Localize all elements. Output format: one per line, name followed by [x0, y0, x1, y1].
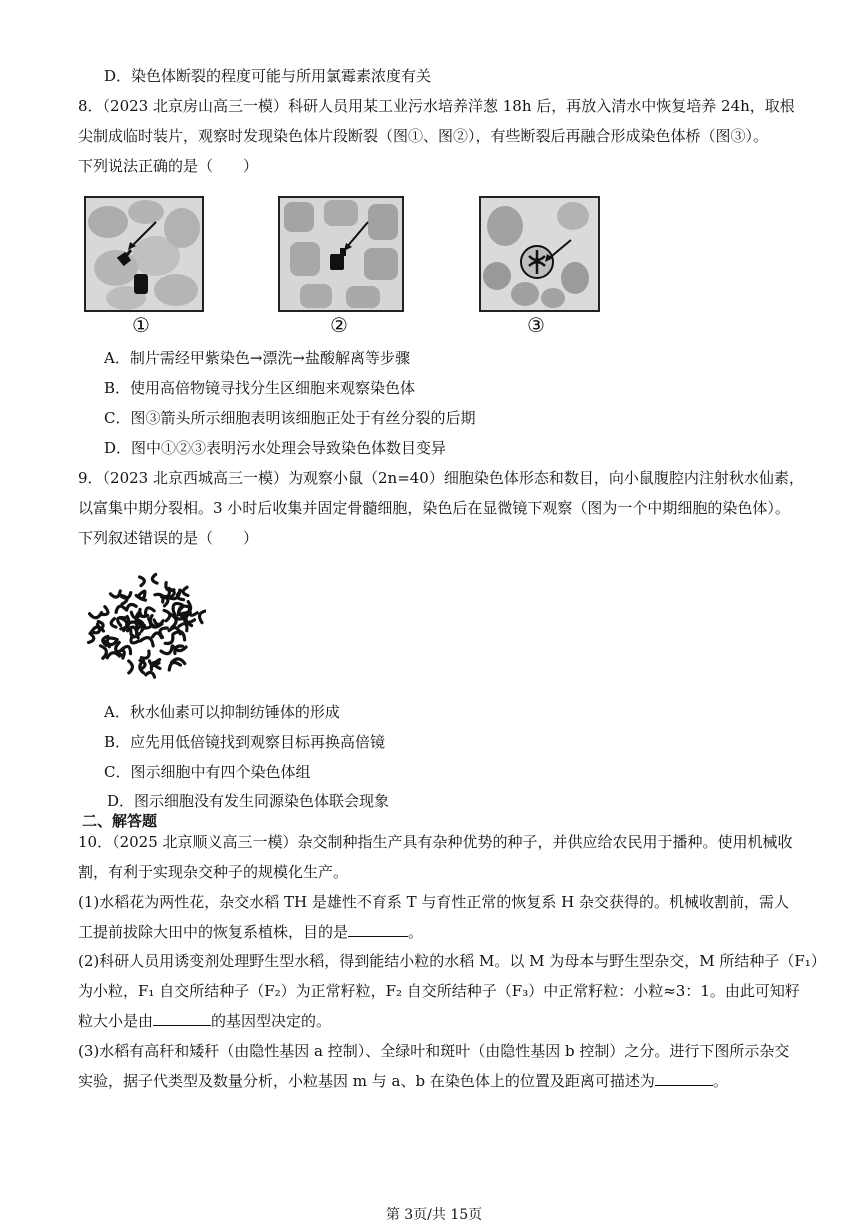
q7-option-d: D．染色体断裂的程度可能与所用氯霉素浓度有关 [104, 67, 432, 85]
q10-part2-text-b: 的基因型决定的。 [211, 1012, 332, 1030]
q9-option-a: A．秋水仙素可以抑制纺锤体的形成 [104, 703, 340, 721]
q8-stem-line1: 8．（2023 北京房山高三一模）科研人员用某工业污水培养洋葱 18h 后，再放入清水中恢复培养 24h，取根 [78, 97, 795, 115]
figure-label-2: ② [330, 313, 348, 337]
chromosome-shape [89, 634, 108, 646]
answer-blank-1[interactable] [348, 922, 408, 937]
section-title: 二、解答题 [82, 812, 158, 830]
q10-part2-line2: 为小粒，F₁ 自交所结种子（F₂）为正常籽粒，F₂ 自交所结种子（F₃）中正常籽粒：小粒≈3：1。由此可知籽 [78, 982, 800, 1000]
page-footer: 第 3页/共 15页 [385, 1207, 483, 1223]
q10-part3-text-b: 。 [712, 1072, 728, 1090]
chromosome-spread-figure [86, 560, 206, 685]
q9-stem-line1: 9．（2023 北京西城高三一模）为观察小鼠（2n=40）细胞染色体形态和数目，向小鼠腹腔内注射秋水仙素， [78, 469, 804, 487]
answer-blank-2[interactable] [153, 1011, 211, 1026]
q8-option-d: D．图中①②③表明污水处理会导致染色体数目变异 [104, 439, 447, 457]
q10-stem-line1: 10．（2025 北京顺义高三一模）杂交制种指生产具有杂种优势的种子，并供应给农民用于播种。使用机械收 [78, 833, 793, 851]
q8-option-a: A．制片需经甲紫染色→漂洗→盐酸解离等步骤 [104, 349, 410, 367]
q10-part1-line1: (1)水稻花为两性花，杂交水稻 TH 是雄性不育系 T 与育性正常的恢复系 H 杂交获得的。机械收割前，需人 [78, 893, 790, 911]
micrograph-figure-3 [479, 196, 600, 312]
q9-option-c: C．图示细胞中有四个染色体组 [104, 763, 311, 781]
q10-part3-line2 [78, 1071, 728, 1091]
q10-part1-text-b: 。 [408, 923, 424, 941]
q10-part2-line3 [78, 1011, 331, 1031]
q10-part3-text-a: 实验，据子代类型及数量分析，小粒基因 m 与 a、b 在染色体上的位置及距离可描述为 [78, 1072, 655, 1090]
q8-option-c: C．图③箭头所示细胞表明该细胞正处于有丝分裂的后期 [104, 409, 476, 427]
q10-part3-line1: (3)水稻有高秆和矮秆（由隐性基因 a 控制）、全绿叶和斑叶（由隐性基因 b 控制）之分。进行下图所示杂交 [78, 1042, 790, 1060]
q10-stem-line2: 割，有利于实现杂交种子的规模化生产。 [78, 863, 349, 881]
micrograph-figure-1 [84, 196, 204, 312]
q9-stem-line2: 以富集中期分裂相。3 小时后收集并固定骨髓细胞，染色后在显微镜下观察（图为一个中期细胞的染色体）。 [78, 499, 790, 517]
q8-stem-line2: 尖制成临时装片，观察时发现染色体片段断裂（图①、图②），有些断裂后再融合形成染色体桥（图③）。 [78, 127, 769, 145]
q10-part1-line2 [78, 922, 423, 942]
chromosome-shape [140, 574, 157, 585]
q10-part2-line1: (2)科研人员用诱变剂处理野生型水稻，得到能结小粒的水稻 M。以 M 为母本与野生型杂交，M 所结种子（F₁） [78, 952, 826, 970]
answer-blank-3[interactable] [655, 1071, 713, 1086]
q9-option-d: D．图示细胞没有发生同源染色体联会现象 [107, 792, 390, 810]
q10-part1-text-a: 工提前拔除大田中的恢复系植株，目的是 [78, 923, 349, 941]
micrograph-figure-2 [278, 196, 404, 312]
q9-option-b: B．应先用低倍镜找到观察目标再换高倍镜 [104, 733, 386, 751]
q10-part2-text-a: 粒大小是由 [78, 1012, 154, 1030]
figure-label-3: ③ [527, 313, 545, 337]
q9-stem-line3: 下列叙述错误的是（ ） [78, 529, 259, 547]
q8-option-b: B．使用高倍物镜寻找分生区细胞来观察染色体 [104, 379, 416, 397]
q8-stem-line3: 下列说法正确的是（ ） [78, 157, 259, 175]
figure-label-1: ① [132, 313, 150, 337]
